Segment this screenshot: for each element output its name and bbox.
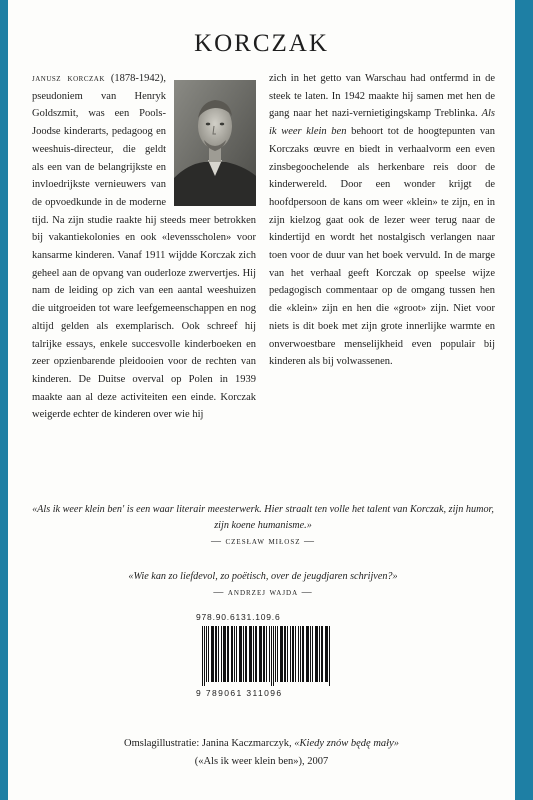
review-quote-wajda [28,569,498,601]
blurb-column-left [32,70,256,424]
blurb-paragraph-right [269,70,495,371]
quote-author: — andrzej wajda — [213,587,313,598]
book-title-italic: Als ik weer klein ben [269,108,495,138]
blurb-text-right-1: zich in het getto van Warschau had ontfermd in de steek te laten. In 1942 maakte hij samen met hen de gang naar het nazi-vernietigingskamp Treblinka. [269,73,495,120]
review-quote-milosz [28,502,498,550]
quote-text: «Wie kan zo liefdevol, zo poëtisch, over de jeugdjaren schrijven?» [128,571,398,582]
back-cover [8,0,515,800]
isbn-number: 978.90.6131.109.6 [196,612,281,622]
cover-illustration-credit [8,735,515,771]
barcode [196,626,331,686]
portrait-photo [174,80,256,206]
blurb-paragraph-left [32,70,256,424]
credit-prefix: Omslagillustratie: Janina Kaczmarczyk, [124,738,295,749]
barcode-digits: 9 789061 311096 [196,688,283,698]
blurb-column-right [269,70,495,371]
blurb-text-left: (1878-1942), pseudoniem van Henryk Goldszmit, was een Pools-Joodse kinderarts, pedagoog en weeshuis-directeur, die geldt als een van de belangrijkste en invloedrijkste vernieuwers van de opvoedkunde in de moderne tijd. Na zijn studie raakte hij steeds meer betrokken bij vakantiekolonies en ook «levensscholen» voor kansarme kinderen. Vanaf 1911 wijdde Korczak zich geheel aan de opvang van ouderloze zwervertjes. Hij nam de leiding op zich van een aantal weeshuizen die uitgroeiden tot ware leefgemeenschappen en nog altijd gelden als exemplarisch. Ook schreef hij talrijke essays, enkele succesvolle kinderboeken en zeer opzienbarende pleidooien voor de rechten van kinderen. De Duitse overval op Polen in 1939 maakte aan al deze activiteiten een einde. Korczak weigerde echter de kinderen over wie hij [32,73,256,421]
credit-line-2: («Als ik weer klein ben»), 2007 [194,756,329,767]
book-author-title: KORCZAK [194,30,329,57]
quote-text: «Als ik weer klein ben' is een waar literair meesterwerk. Hier straalt ten volle het talent van Korczak, zijn humor, zijn koene humanisme.» [32,504,494,531]
credit-line-1 [8,735,515,753]
cover-border-right [515,0,533,800]
author-portrait [174,80,256,206]
credit-work-title: «Kiedy znów będę mały» [294,738,399,749]
blurb-text-right-2: behoort tot de hoogtepunten van Korczaks œuvre en biedt in verhaalvorm een even zinsbegoochelende als herkenbare reis door de kinderwereld. Door een wonder krijgt de hoofdpersoon de kans om weer «klein» te zijn, en in zijn kielzog gaat ook de lezer weer terug naar de kindertijd en wordt het nostalgisch verlangen naar toen voor de duur van het boek vervuld. In de marge van het verhaal geeft Korczak op speelse wijze pedagogisch commentaar op de omgang tussen hen die «klein» zijn en hen die «groot» zijn. Niet voor niets is dit boek met zijn grote innerlijke warmte en onverwoestbare menselijkheid even populair bij kinderen als bij volwassenen. [269,126,495,368]
cover-border-left [0,0,8,800]
quote-author: — czesław miłosz — [210,536,316,547]
author-name-smallcaps: janusz korczak [32,73,105,84]
